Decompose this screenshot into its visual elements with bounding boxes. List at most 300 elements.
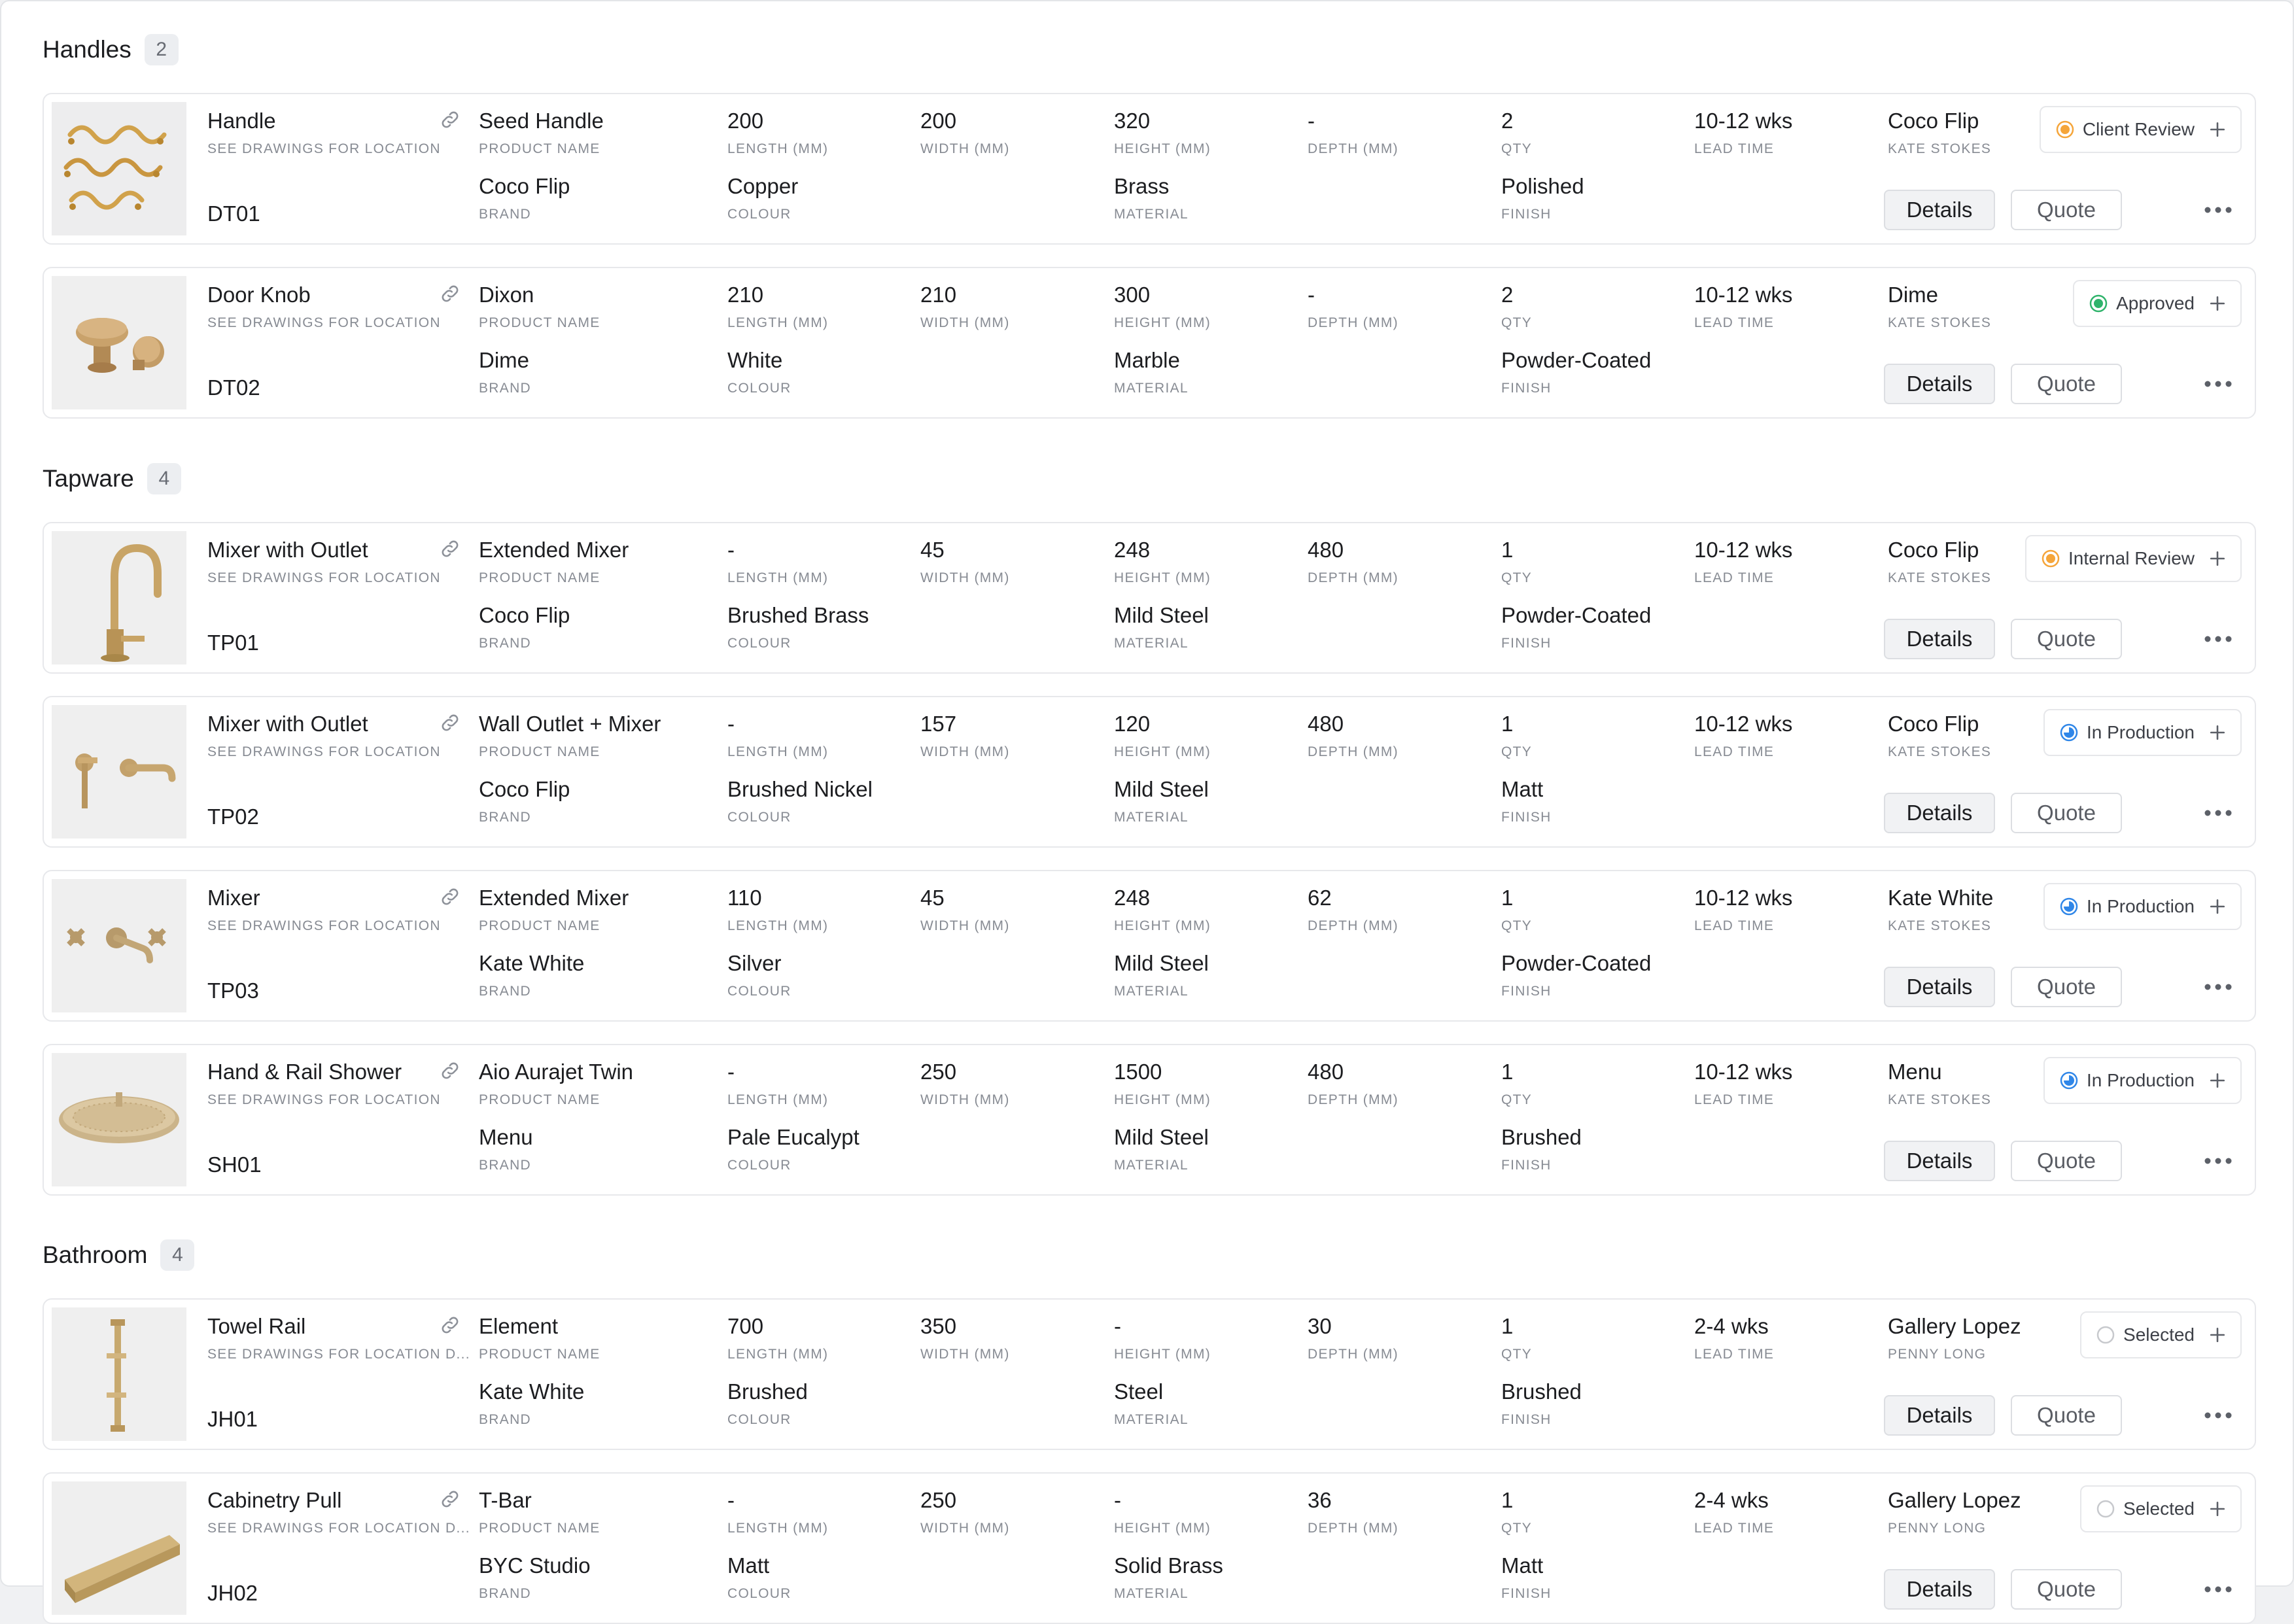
details-button[interactable]: Details <box>1884 967 1995 1007</box>
field-brand-label: BRAND <box>479 636 532 651</box>
field-brand-value: Coco Flip <box>479 603 570 627</box>
item-count-badge: 4 <box>160 1239 194 1271</box>
field-finish-label: FINISH <box>1501 984 1552 999</box>
field-material-value: Mild Steel <box>1114 1125 1209 1149</box>
field-lead-time-label: LEAD TIME <box>1694 1347 1775 1362</box>
field-brand-label: BRAND <box>479 381 532 396</box>
link-icon[interactable] <box>439 538 461 560</box>
status-label: Selected <box>2123 1498 2195 1519</box>
field-qty-value: 1 <box>1501 538 1514 562</box>
field-length-label: LENGTH (MM) <box>727 1092 829 1107</box>
wall-mixer-spout-image <box>52 705 186 838</box>
item-card-dt02[interactable] <box>43 267 2256 419</box>
field-qty-label: QTY <box>1501 141 1533 156</box>
field-product-name-label: PRODUCT NAME <box>479 1347 600 1362</box>
field-length-label: LENGTH (MM) <box>727 1347 829 1362</box>
field-lead-time-label: LEAD TIME <box>1694 315 1775 330</box>
item-name[interactable]: Mixer with Outlet <box>207 712 368 736</box>
field-lead-time-value: 10-12 wks <box>1694 109 1793 133</box>
status-pill[interactable] <box>2073 280 2242 327</box>
field-length-value: - <box>727 712 735 736</box>
status-pill[interactable] <box>2080 1311 2242 1358</box>
field-length-value: 110 <box>727 886 762 910</box>
more-options-icon[interactable] <box>2202 373 2234 395</box>
field-material-label: MATERIAL <box>1114 636 1189 651</box>
supplier-contact: KATE STOKES <box>1888 141 1992 156</box>
section-header-bathroom <box>43 1235 194 1275</box>
field-length-label: LENGTH (MM) <box>727 918 829 933</box>
link-icon[interactable] <box>439 1314 461 1336</box>
field-material-label: MATERIAL <box>1114 1586 1189 1601</box>
field-colour-value: Matt <box>727 1553 770 1578</box>
field-lead-time-value: 2-4 wks <box>1694 1314 1769 1338</box>
item-code: JH01 <box>207 1407 258 1431</box>
field-finish-label: FINISH <box>1501 810 1552 825</box>
field-lead-time-label: LEAD TIME <box>1694 918 1775 933</box>
status-label: Internal Review <box>2068 548 2195 568</box>
field-lead-time-value: 10-12 wks <box>1694 1060 1793 1084</box>
field-width-value: 250 <box>920 1488 957 1512</box>
field-product-name-value: Element <box>479 1314 559 1338</box>
field-depth-label: DEPTH (MM) <box>1308 141 1399 156</box>
field-material-label: MATERIAL <box>1114 381 1189 396</box>
field-colour-label: COLOUR <box>727 1586 791 1601</box>
supplier-contact: KATE STOKES <box>1888 315 1992 330</box>
link-icon[interactable] <box>439 886 461 908</box>
field-material-value: Brass <box>1114 174 1170 198</box>
field-height-label: HEIGHT (MM) <box>1114 1092 1211 1107</box>
field-qty-label: QTY <box>1501 1347 1533 1362</box>
field-height-label: HEIGHT (MM) <box>1114 1347 1211 1362</box>
status-label: In Production <box>2087 1070 2195 1090</box>
field-qty-label: QTY <box>1501 1092 1533 1107</box>
field-finish-value: Polished <box>1501 174 1584 198</box>
location-note: SEE DRAWINGS FOR LOCATION D... <box>207 1347 470 1362</box>
status-dot-icon <box>2059 723 2079 742</box>
field-lead-time-label: LEAD TIME <box>1694 1092 1775 1107</box>
details-button[interactable]: Details <box>1884 1569 1995 1610</box>
add-status-icon[interactable] <box>2209 550 2226 567</box>
item-name[interactable]: Handle <box>207 109 276 133</box>
field-colour-value: Silver <box>727 951 782 975</box>
link-icon[interactable] <box>439 1488 461 1510</box>
field-finish-label: FINISH <box>1501 1158 1552 1173</box>
location-note: SEE DRAWINGS FOR LOCATION <box>207 744 441 759</box>
field-finish-label: FINISH <box>1501 381 1552 396</box>
field-width-value: 210 <box>920 283 957 307</box>
field-product-name-label: PRODUCT NAME <box>479 315 600 330</box>
field-material-label: MATERIAL <box>1114 1158 1189 1173</box>
field-product-name-value: Wall Outlet + Mixer <box>479 712 661 736</box>
add-status-icon[interactable] <box>2209 295 2226 312</box>
field-finish-value: Brushed <box>1501 1125 1582 1149</box>
item-name[interactable]: Mixer with Outlet <box>207 538 368 562</box>
quote-button[interactable]: Quote <box>2011 190 2122 230</box>
field-brand-value: Kate White <box>479 1379 585 1404</box>
status-label: Selected <box>2123 1324 2195 1345</box>
field-material-label: MATERIAL <box>1114 1412 1189 1427</box>
field-depth-value: - <box>1308 283 1315 307</box>
details-button[interactable]: Details <box>1884 1395 1995 1436</box>
item-card-tp01[interactable] <box>43 522 2256 674</box>
supplier-name: Kate White <box>1888 886 1994 910</box>
supplier-name: Gallery Lopez <box>1888 1314 2021 1338</box>
supplier-name: Coco Flip <box>1888 712 1979 736</box>
field-brand-label: BRAND <box>479 1158 532 1173</box>
field-length-value: 700 <box>727 1314 764 1338</box>
field-width-label: WIDTH (MM) <box>920 1092 1010 1107</box>
field-brand-value: Kate White <box>479 951 585 975</box>
field-colour-value: Copper <box>727 174 799 198</box>
section-header-tapware <box>43 459 181 498</box>
item-code: TP01 <box>207 631 259 655</box>
field-colour-label: COLOUR <box>727 207 791 222</box>
status-label: Approved <box>2116 293 2195 313</box>
field-lead-time-label: LEAD TIME <box>1694 744 1775 759</box>
shower-head-image <box>52 1053 186 1186</box>
status-dot-icon <box>2096 1499 2115 1519</box>
field-length-label: LENGTH (MM) <box>727 570 829 585</box>
field-height-value: 248 <box>1114 886 1151 910</box>
quote-button[interactable]: Quote <box>2011 793 2122 833</box>
field-colour-value: Brushed Brass <box>727 603 869 627</box>
field-product-name-label: PRODUCT NAME <box>479 570 600 585</box>
add-status-icon[interactable] <box>2209 1500 2226 1517</box>
field-colour-label: COLOUR <box>727 636 791 651</box>
more-options-icon[interactable] <box>2202 628 2234 650</box>
field-width-value: 45 <box>920 538 945 562</box>
field-product-name-value: Dixon <box>479 283 534 307</box>
field-product-name-value: Aio Aurajet Twin <box>479 1060 634 1084</box>
field-finish-label: FINISH <box>1501 207 1552 222</box>
field-qty-label: QTY <box>1501 1521 1533 1536</box>
field-width-value: 250 <box>920 1060 957 1084</box>
field-qty-value: 1 <box>1501 1060 1514 1084</box>
status-dot-icon <box>2055 120 2075 139</box>
supplier-contact: PENNY LONG <box>1888 1521 1987 1536</box>
field-height-value: 248 <box>1114 538 1151 562</box>
field-width-label: WIDTH (MM) <box>920 1347 1010 1362</box>
field-colour-value: White <box>727 348 783 372</box>
field-lead-time-value: 10-12 wks <box>1694 712 1793 736</box>
field-product-name-value: Extended Mixer <box>479 538 629 562</box>
item-name[interactable]: Towel Rail <box>207 1314 306 1338</box>
item-code: TP02 <box>207 804 259 829</box>
field-qty-label: QTY <box>1501 570 1533 585</box>
field-height-value: 320 <box>1114 109 1151 133</box>
section-header-handles <box>43 30 179 69</box>
section-title: Handles <box>43 36 131 63</box>
link-icon[interactable] <box>439 283 461 305</box>
status-label: In Production <box>2087 896 2195 916</box>
supplier-name: Coco Flip <box>1888 109 1979 133</box>
status-dot-icon <box>2096 1325 2115 1345</box>
more-options-icon[interactable] <box>2202 1150 2234 1172</box>
location-note: SEE DRAWINGS FOR LOCATION <box>207 570 441 585</box>
field-length-label: LENGTH (MM) <box>727 1521 829 1536</box>
status-dot-icon <box>2089 294 2108 313</box>
add-status-icon[interactable] <box>2209 1326 2226 1343</box>
add-status-icon[interactable] <box>2209 724 2226 741</box>
details-button[interactable]: Details <box>1884 619 1995 659</box>
field-height-label: HEIGHT (MM) <box>1114 315 1211 330</box>
field-depth-value: 480 <box>1308 1060 1344 1084</box>
item-count-badge: 4 <box>147 463 181 494</box>
supplier-name: Menu <box>1888 1060 1942 1084</box>
supplier-contact: KATE STOKES <box>1888 918 1992 933</box>
section-title: Tapware <box>43 465 134 492</box>
field-qty-value: 2 <box>1501 109 1514 133</box>
location-note: SEE DRAWINGS FOR LOCATION <box>207 1092 441 1107</box>
field-brand-label: BRAND <box>479 1412 532 1427</box>
field-colour-label: COLOUR <box>727 381 791 396</box>
quote-button[interactable]: Quote <box>2011 967 2122 1007</box>
field-material-value: Marble <box>1114 348 1180 372</box>
field-product-name-label: PRODUCT NAME <box>479 1092 600 1107</box>
field-height-label: HEIGHT (MM) <box>1114 1521 1211 1536</box>
status-pill[interactable] <box>2043 709 2242 756</box>
item-code: DT01 <box>207 201 260 226</box>
gooseneck-mixer-image <box>52 531 186 665</box>
field-finish-value: Brushed <box>1501 1379 1582 1404</box>
quote-button[interactable]: Quote <box>2011 619 2122 659</box>
field-width-label: WIDTH (MM) <box>920 918 1010 933</box>
field-colour-value: Pale Eucalypt <box>727 1125 860 1149</box>
link-icon[interactable] <box>439 1060 461 1082</box>
cabinetry-pull-image <box>52 1481 186 1615</box>
add-status-icon[interactable] <box>2209 898 2226 915</box>
field-qty-value: 1 <box>1501 712 1514 736</box>
field-height-value: 1500 <box>1114 1060 1162 1084</box>
item-card-jh02[interactable] <box>43 1472 2256 1624</box>
field-depth-value: 36 <box>1308 1488 1332 1512</box>
field-depth-label: DEPTH (MM) <box>1308 315 1399 330</box>
field-height-label: HEIGHT (MM) <box>1114 744 1211 759</box>
field-height-value: - <box>1114 1314 1121 1338</box>
field-finish-value: Matt <box>1501 777 1544 801</box>
field-height-label: HEIGHT (MM) <box>1114 570 1211 585</box>
link-icon[interactable] <box>439 712 461 734</box>
item-name[interactable]: Mixer <box>207 886 260 910</box>
field-width-label: WIDTH (MM) <box>920 141 1010 156</box>
details-button[interactable]: Details <box>1884 364 1995 404</box>
field-brand-value: Menu <box>479 1125 533 1149</box>
quote-button[interactable]: Quote <box>2011 364 2122 404</box>
field-qty-value: 1 <box>1501 1488 1514 1512</box>
field-qty-value: 1 <box>1501 886 1514 910</box>
wavy-handles-image <box>52 102 186 235</box>
field-brand-value: Coco Flip <box>479 777 570 801</box>
quote-button[interactable]: Quote <box>2011 1141 2122 1181</box>
field-lead-time-value: 10-12 wks <box>1694 283 1793 307</box>
field-brand-value: BYC Studio <box>479 1553 591 1578</box>
field-qty-label: QTY <box>1501 918 1533 933</box>
field-product-name-label: PRODUCT NAME <box>479 1521 600 1536</box>
more-options-icon[interactable] <box>2202 976 2234 998</box>
location-note: SEE DRAWINGS FOR LOCATION <box>207 141 441 156</box>
field-material-value: Mild Steel <box>1114 777 1209 801</box>
quote-button[interactable]: Quote <box>2011 1569 2122 1610</box>
field-finish-value: Matt <box>1501 1553 1544 1578</box>
field-colour-value: Brushed <box>727 1379 808 1404</box>
field-brand-label: BRAND <box>479 810 532 825</box>
status-pill[interactable] <box>2080 1485 2242 1532</box>
field-length-label: LENGTH (MM) <box>727 744 829 759</box>
field-product-name-value: T-Bar <box>479 1488 532 1512</box>
field-finish-value: Powder-Coated <box>1501 951 1652 975</box>
field-lead-time-value: 10-12 wks <box>1694 538 1793 562</box>
status-pill[interactable] <box>2025 535 2242 582</box>
field-brand-value: Dime <box>479 348 530 372</box>
field-width-value: 350 <box>920 1314 957 1338</box>
item-code: SH01 <box>207 1152 262 1177</box>
field-width-label: WIDTH (MM) <box>920 315 1010 330</box>
item-card-tp03[interactable] <box>43 870 2256 1022</box>
field-qty-value: 1 <box>1501 1314 1514 1338</box>
field-length-label: LENGTH (MM) <box>727 141 829 156</box>
field-depth-value: 480 <box>1308 712 1344 736</box>
field-brand-label: BRAND <box>479 984 532 999</box>
field-width-value: 157 <box>920 712 957 736</box>
field-depth-label: DEPTH (MM) <box>1308 1092 1399 1107</box>
field-colour-label: COLOUR <box>727 1158 791 1173</box>
field-height-label: HEIGHT (MM) <box>1114 918 1211 933</box>
field-length-label: LENGTH (MM) <box>727 315 829 330</box>
field-depth-label: DEPTH (MM) <box>1308 570 1399 585</box>
field-height-value: 120 <box>1114 712 1151 736</box>
field-brand-value: Coco Flip <box>479 174 570 198</box>
supplier-name: Dime <box>1888 283 1939 307</box>
field-material-value: Mild Steel <box>1114 603 1209 627</box>
field-width-label: WIDTH (MM) <box>920 570 1010 585</box>
item-code: JH02 <box>207 1581 258 1605</box>
more-options-icon[interactable] <box>2202 1578 2234 1600</box>
towel-rail-image <box>52 1307 186 1441</box>
field-width-value: 45 <box>920 886 945 910</box>
field-product-name-label: PRODUCT NAME <box>479 918 600 933</box>
field-finish-label: FINISH <box>1501 636 1552 651</box>
details-button[interactable]: Details <box>1884 190 1995 230</box>
field-length-value: 200 <box>727 109 764 133</box>
field-material-label: MATERIAL <box>1114 810 1189 825</box>
field-length-value: - <box>727 538 735 562</box>
field-width-value: 200 <box>920 109 957 133</box>
cross-tap-set-image <box>52 879 186 1012</box>
item-card-tp02[interactable] <box>43 696 2256 848</box>
supplier-name: Coco Flip <box>1888 538 1979 562</box>
field-brand-label: BRAND <box>479 207 532 222</box>
item-card-jh01[interactable] <box>43 1298 2256 1450</box>
field-depth-value: - <box>1308 109 1315 133</box>
item-name[interactable]: Hand & Rail Shower <box>207 1060 402 1084</box>
field-lead-time-value: 2-4 wks <box>1694 1488 1769 1512</box>
field-product-name-label: PRODUCT NAME <box>479 744 600 759</box>
status-dot-icon <box>2059 897 2079 916</box>
field-finish-label: FINISH <box>1501 1586 1552 1601</box>
item-name[interactable]: Cabinetry Pull <box>207 1488 342 1512</box>
field-colour-value: Brushed Nickel <box>727 777 873 801</box>
field-qty-value: 2 <box>1501 283 1514 307</box>
item-name[interactable]: Door Knob <box>207 283 311 307</box>
field-depth-value: 480 <box>1308 538 1344 562</box>
field-depth-label: DEPTH (MM) <box>1308 918 1399 933</box>
field-material-value: Solid Brass <box>1114 1553 1223 1578</box>
field-brand-label: BRAND <box>479 1586 532 1601</box>
field-qty-label: QTY <box>1501 315 1533 330</box>
field-finish-label: FINISH <box>1501 1412 1552 1427</box>
location-note: SEE DRAWINGS FOR LOCATION D... <box>207 1521 470 1536</box>
field-lead-time-label: LEAD TIME <box>1694 570 1775 585</box>
item-card-sh01[interactable] <box>43 1044 2256 1196</box>
field-depth-value: 30 <box>1308 1314 1332 1338</box>
details-button[interactable]: Details <box>1884 1141 1995 1181</box>
field-colour-label: COLOUR <box>727 810 791 825</box>
field-finish-value: Powder-Coated <box>1501 348 1652 372</box>
field-colour-label: COLOUR <box>727 984 791 999</box>
field-product-name-value: Extended Mixer <box>479 886 629 910</box>
field-lead-time-label: LEAD TIME <box>1694 1521 1775 1536</box>
add-status-icon[interactable] <box>2209 121 2226 138</box>
field-depth-label: DEPTH (MM) <box>1308 1521 1399 1536</box>
location-note: SEE DRAWINGS FOR LOCATION <box>207 918 441 933</box>
field-colour-label: COLOUR <box>727 1412 791 1427</box>
more-options-icon[interactable] <box>2202 1404 2234 1426</box>
status-pill[interactable] <box>2040 106 2242 153</box>
link-icon[interactable] <box>439 109 461 131</box>
more-options-icon[interactable] <box>2202 802 2234 824</box>
field-lead-time-value: 10-12 wks <box>1694 886 1793 910</box>
field-material-label: MATERIAL <box>1114 984 1189 999</box>
status-pill[interactable] <box>2043 883 2242 930</box>
field-height-value: - <box>1114 1488 1121 1512</box>
item-card-dt01[interactable] <box>43 93 2256 245</box>
field-product-name-value: Seed Handle <box>479 109 604 133</box>
field-length-value: - <box>727 1488 735 1512</box>
field-width-label: WIDTH (MM) <box>920 744 1010 759</box>
add-status-icon[interactable] <box>2209 1072 2226 1089</box>
field-length-value: - <box>727 1060 735 1084</box>
quote-button[interactable]: Quote <box>2011 1395 2122 1436</box>
supplier-contact: KATE STOKES <box>1888 570 1992 585</box>
field-product-name-label: PRODUCT NAME <box>479 141 600 156</box>
section-title: Bathroom <box>43 1241 148 1268</box>
location-note: SEE DRAWINGS FOR LOCATION <box>207 315 441 330</box>
item-count-badge: 2 <box>145 34 179 65</box>
door-knob-image <box>52 276 186 409</box>
status-dot-icon <box>2041 549 2060 568</box>
field-height-label: HEIGHT (MM) <box>1114 141 1211 156</box>
field-material-value: Mild Steel <box>1114 951 1209 975</box>
field-depth-value: 62 <box>1308 886 1332 910</box>
details-button[interactable]: Details <box>1884 793 1995 833</box>
field-depth-label: DEPTH (MM) <box>1308 1347 1399 1362</box>
more-options-icon[interactable] <box>2202 199 2234 221</box>
field-finish-value: Powder-Coated <box>1501 603 1652 627</box>
field-depth-label: DEPTH (MM) <box>1308 744 1399 759</box>
field-qty-label: QTY <box>1501 744 1533 759</box>
field-length-value: 210 <box>727 283 764 307</box>
supplier-contact: KATE STOKES <box>1888 744 1992 759</box>
field-material-label: MATERIAL <box>1114 207 1189 222</box>
status-label: Client Review <box>2082 119 2195 139</box>
supplier-name: Gallery Lopez <box>1888 1488 2021 1512</box>
field-height-value: 300 <box>1114 283 1151 307</box>
status-pill[interactable] <box>2043 1057 2242 1104</box>
field-material-value: Steel <box>1114 1379 1164 1404</box>
supplier-contact: PENNY LONG <box>1888 1347 1987 1362</box>
item-code: DT02 <box>207 375 260 400</box>
field-lead-time-label: LEAD TIME <box>1694 141 1775 156</box>
